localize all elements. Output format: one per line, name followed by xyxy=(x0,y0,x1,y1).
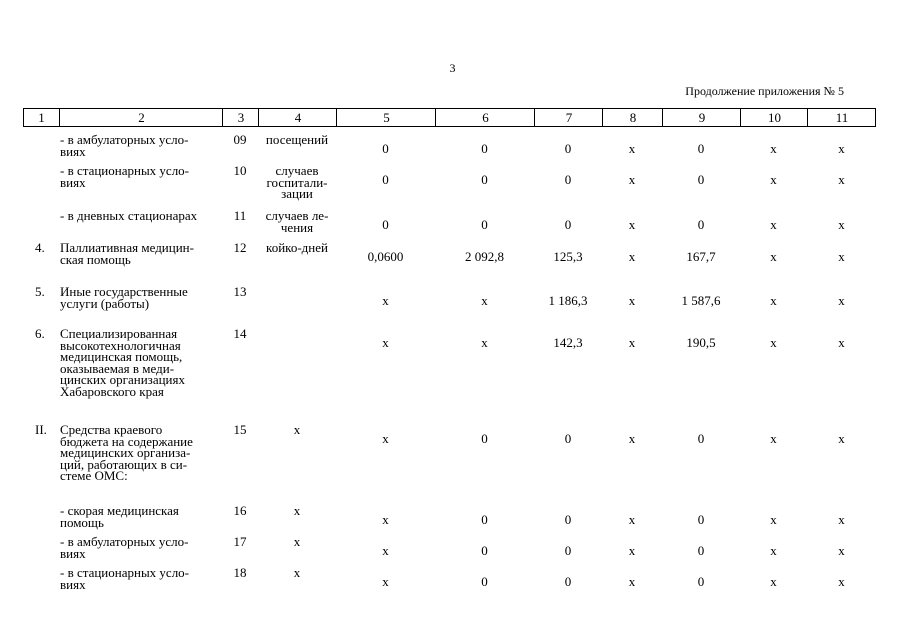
row-code: 15 xyxy=(233,422,247,437)
row-name: Иные государственные услуги (работы) xyxy=(60,284,188,311)
col-11-value: x xyxy=(838,431,845,446)
col-10-value: x xyxy=(770,249,777,264)
col-9-value: 0 xyxy=(697,543,705,558)
row-unit: койко-дней xyxy=(266,240,328,255)
col-6-value: 0 xyxy=(481,543,488,558)
col-5-value: x xyxy=(382,335,389,350)
row-name: Паллиативная медицин- ская помощь xyxy=(60,240,194,267)
col-5-value: x xyxy=(382,574,389,589)
col-10-value: x xyxy=(770,543,777,558)
col-7-value: 0 xyxy=(564,217,572,232)
col-8-value: x xyxy=(628,141,636,156)
row-name: Специализированная высокотехнологичная медицинская помощь, оказываемая в меди- цинских организациях Хабаровского края xyxy=(60,326,185,399)
col-7-value: 0 xyxy=(564,512,572,527)
col-5-value: 0 xyxy=(382,217,389,232)
row-number: 5. xyxy=(35,284,45,299)
col-8-value: x xyxy=(628,335,636,350)
header-col-7: 7 xyxy=(534,109,603,126)
col-7-value: 0 xyxy=(564,543,572,558)
col-6-value: 0 xyxy=(481,172,488,187)
col-10-value: x xyxy=(770,141,777,156)
row-unit: посещений xyxy=(265,132,329,147)
col-8-value: x xyxy=(628,543,636,558)
col-6-value: x xyxy=(481,293,488,308)
header-col-11: 11 xyxy=(807,109,876,126)
row-code: 13 xyxy=(233,284,247,299)
col-11-value: x xyxy=(838,141,845,156)
appendix-continuation-note: Продолжение приложения № 5 xyxy=(685,84,844,98)
col-11-value: x xyxy=(838,249,845,264)
col-9-value: 167,7 xyxy=(686,249,716,264)
col-9-value: 1 587,6 xyxy=(681,293,721,308)
col-9-value: 0 xyxy=(697,431,705,446)
header-col-9: 9 xyxy=(662,109,741,126)
col-11-value: x xyxy=(838,172,845,187)
col-6-value: 0 xyxy=(481,512,488,527)
col-9-value: 0 xyxy=(697,217,705,232)
row-code: 11 xyxy=(233,208,247,223)
row-code: 14 xyxy=(233,326,247,341)
col-5-value: x xyxy=(382,512,389,527)
col-7-value: 0 xyxy=(564,431,572,446)
col-10-value: x xyxy=(770,431,777,446)
row-number: II. xyxy=(35,422,47,437)
col-7-value: 125,3 xyxy=(553,249,583,264)
col-5-value: 0,0600 xyxy=(367,249,404,264)
col-7-value: 0 xyxy=(564,141,572,156)
col-8-value: x xyxy=(628,293,636,308)
table-header xyxy=(23,108,876,127)
col-9-value: 190,5 xyxy=(686,335,716,350)
col-8-value: x xyxy=(628,512,636,527)
col-8-value: x xyxy=(628,249,636,264)
col-6-value: 0 xyxy=(481,141,488,156)
col-5-value: x xyxy=(382,543,389,558)
col-6-value: 2 092,8 xyxy=(465,249,504,264)
row-name: Средства краевого бюджета на содержание медицинских организа- ций, работающих в си- стеме ОМС: xyxy=(60,422,193,483)
header-col-4: 4 xyxy=(258,109,337,126)
col-5-value: x xyxy=(382,431,389,446)
col-7-value: 142,3 xyxy=(553,335,583,350)
col-10-value: x xyxy=(770,574,777,589)
col-10-value: x xyxy=(770,172,777,187)
row-unit: x xyxy=(293,565,301,580)
col-7-value: 0 xyxy=(564,574,572,589)
row-code: 17 xyxy=(233,534,247,549)
col-5-value: x xyxy=(382,293,389,308)
col-6-value: 0 xyxy=(481,574,488,589)
col-11-value: x xyxy=(838,543,845,558)
col-8-value: x xyxy=(628,431,636,446)
header-col-10: 10 xyxy=(740,109,808,126)
col-7-value: 0 xyxy=(564,172,572,187)
row-name: - в стационарных усло- виях xyxy=(60,163,190,190)
row-name: - в стационарных усло- виях xyxy=(60,565,190,592)
row-unit: x xyxy=(293,534,301,549)
col-11-value: x xyxy=(838,335,845,350)
row-name: - в амбулаторных усло- виях xyxy=(60,534,189,561)
row-code: 09 xyxy=(233,132,247,147)
col-5-value: 0 xyxy=(382,172,389,187)
row-name: - в дневных стационарах xyxy=(60,208,198,223)
col-5-value: 0 xyxy=(382,141,389,156)
col-7-value: 1 186,3 xyxy=(548,293,588,308)
col-9-value: 0 xyxy=(697,574,705,589)
page-number: 3 xyxy=(449,61,456,75)
col-9-value: 0 xyxy=(697,141,705,156)
col-11-value: x xyxy=(838,512,845,527)
header-col-1: 1 xyxy=(38,110,45,125)
row-code: 10 xyxy=(233,163,247,178)
col-10-value: x xyxy=(770,512,777,527)
col-9-value: 0 xyxy=(697,172,705,187)
row-unit: случаев ле- чения xyxy=(265,208,329,235)
header-col-5: 5 xyxy=(336,109,436,126)
col-8-value: x xyxy=(628,217,636,232)
col-10-value: x xyxy=(770,217,777,232)
row-name: - в амбулаторных усло- виях xyxy=(60,132,189,159)
row-code: 16 xyxy=(233,503,247,518)
header-col-6: 6 xyxy=(435,109,535,126)
col-11-value: x xyxy=(838,217,845,232)
row-name: - скорая медицинская помощь xyxy=(60,503,179,530)
row-unit: x xyxy=(293,503,301,518)
col-10-value: x xyxy=(770,335,777,350)
row-number: 6. xyxy=(35,326,45,341)
col-11-value: x xyxy=(838,574,845,589)
row-unit: x xyxy=(293,422,301,437)
row-code: 12 xyxy=(233,240,247,255)
header-col-8: 8 xyxy=(602,109,663,126)
col-10-value: x xyxy=(770,293,777,308)
header-col-2: 2 xyxy=(59,109,223,126)
col-6-value: 0 xyxy=(481,217,488,232)
col-8-value: x xyxy=(628,574,636,589)
row-unit: случаев госпитали- зации xyxy=(266,163,328,201)
col-11-value: x xyxy=(838,293,845,308)
col-9-value: 0 xyxy=(697,512,705,527)
col-6-value: 0 xyxy=(481,431,488,446)
row-code: 18 xyxy=(233,565,247,580)
row-number: 4. xyxy=(35,240,45,255)
header-col-3: 3 xyxy=(222,109,259,126)
col-8-value: x xyxy=(628,172,636,187)
col-6-value: x xyxy=(481,335,488,350)
